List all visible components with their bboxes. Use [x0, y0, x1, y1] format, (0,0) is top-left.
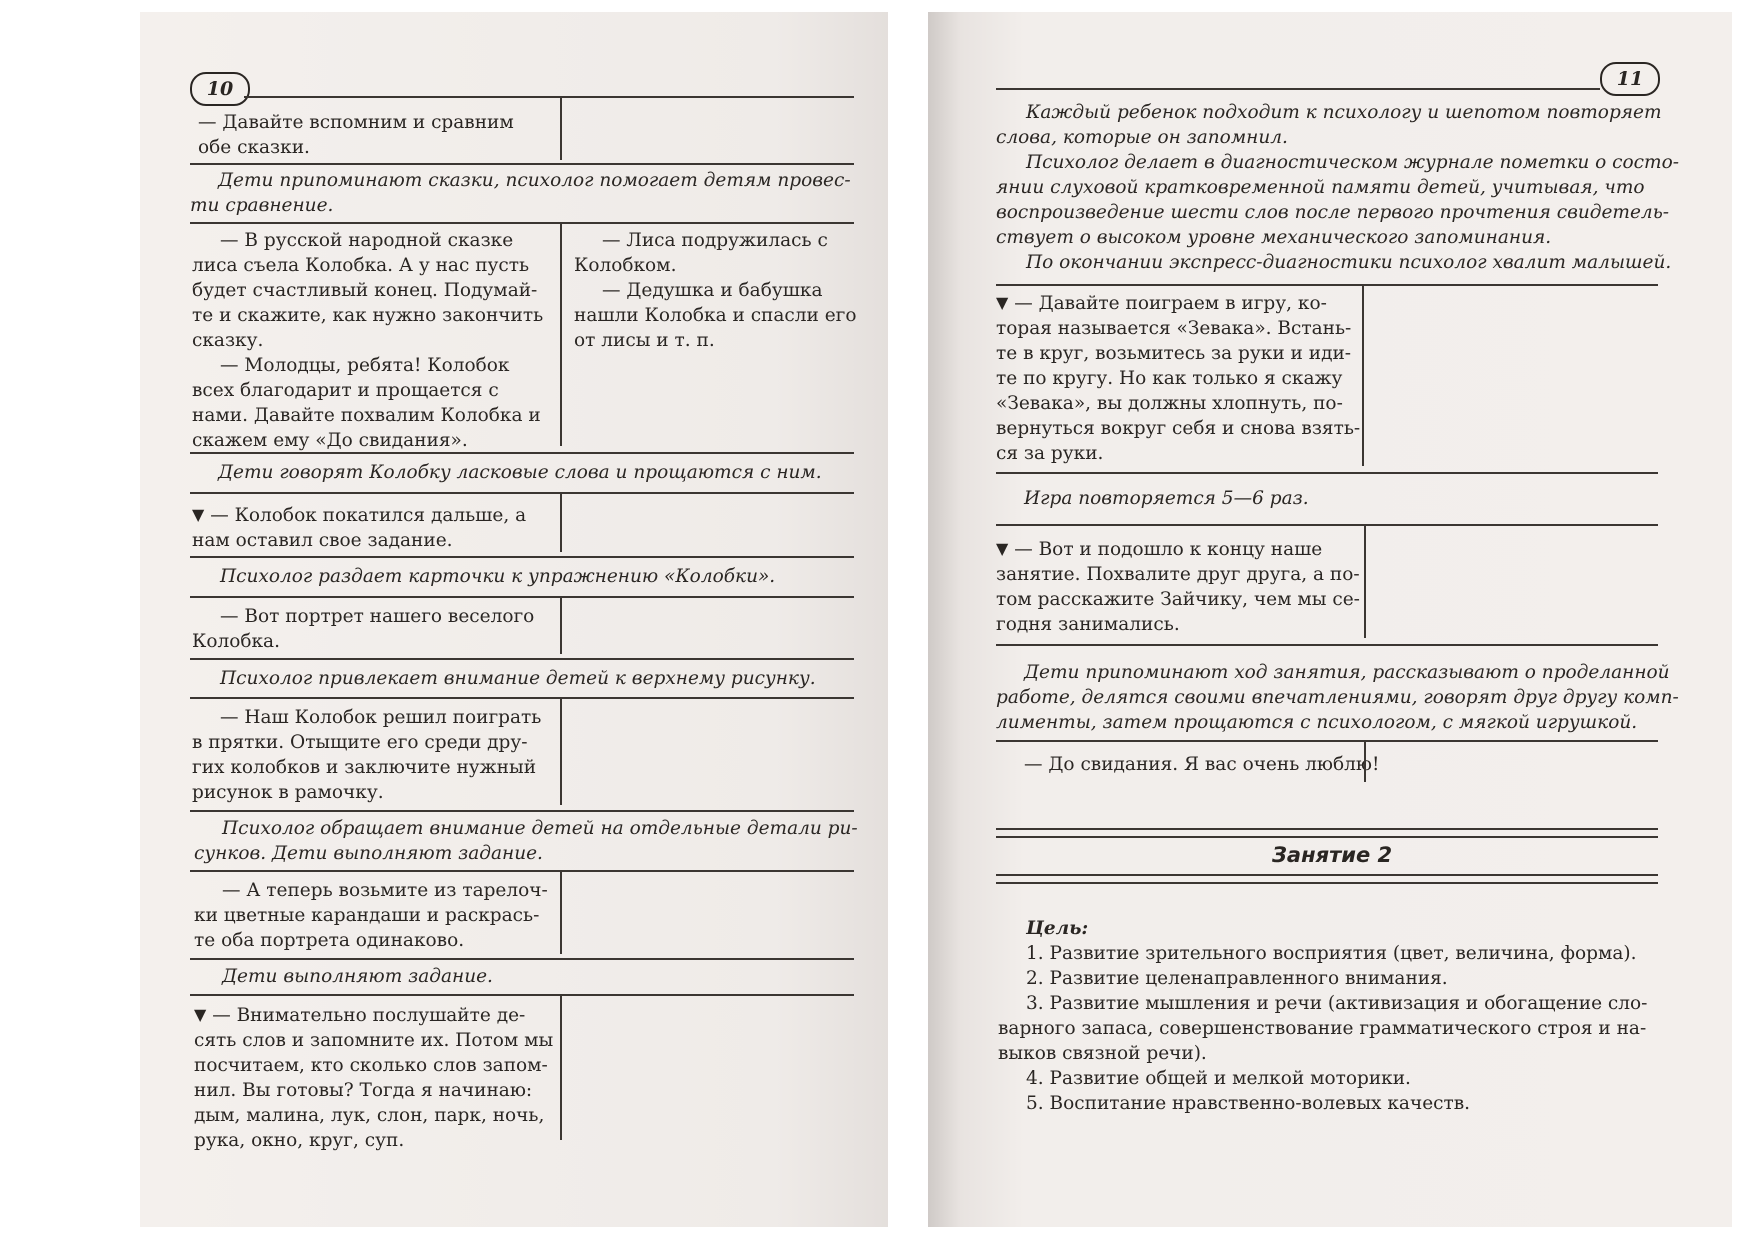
italic-note-10 — [194, 816, 858, 866]
text-line: слова, которые он запомнил. — [996, 127, 1288, 148]
column-divider — [560, 494, 562, 552]
text-line: обе сказки. — [198, 137, 310, 158]
rule — [996, 472, 1658, 474]
column-divider — [560, 699, 562, 805]
text-line: ствует о высоком уровне механического запоминания. — [996, 227, 1552, 248]
column-divider — [560, 872, 562, 954]
text-block-r4 — [996, 536, 1360, 637]
text-line: годня занимались. — [996, 614, 1180, 635]
goal-item: варного запаса, совершенствование грамматического строя и на- — [998, 1018, 1647, 1039]
text-line: «Зевака», вы должны хлопнуть, по- — [996, 393, 1343, 414]
triangle-marker-icon: ▼ — [996, 293, 1009, 312]
rule — [190, 958, 854, 960]
rule — [190, 163, 854, 165]
text-line: Колобком. — [574, 255, 677, 276]
text-line: в прятки. Отыщите его среди дру- — [192, 732, 528, 753]
text-line: те оба портрета одинаково. — [194, 930, 465, 951]
text-line: — Лиса подружилась с — [602, 230, 828, 251]
text-line: — До свидания. Я вас очень люблю! — [1024, 754, 1380, 775]
text-line: По окончании экспресс-диагностики психолог хвалит малышей. — [1026, 252, 1672, 273]
rule — [996, 828, 1658, 830]
text-line: те по кругу. Но как только я скажу — [996, 368, 1343, 389]
text-line: — Вот портрет нашего веселого — [220, 606, 535, 627]
column-divider — [560, 996, 562, 1140]
rule — [996, 882, 1658, 884]
rule — [996, 644, 1658, 646]
text-line: вернуться вокруг себя и снова взять- — [996, 418, 1361, 439]
text-line: лиса съела Колобка. А у нас пусть — [192, 255, 530, 276]
rule — [190, 810, 854, 812]
text-block-9 — [192, 705, 541, 805]
text-line: янии слуховой кратковременной памяти детей, учитывая, что — [996, 177, 1645, 198]
italic-note-4 — [218, 460, 822, 485]
text-line: — Давайте вспомним и сравним — [198, 112, 514, 133]
text-line: ки цветные карандаши и раскрась- — [194, 905, 540, 926]
column-divider — [1364, 526, 1366, 638]
rule — [190, 596, 854, 598]
text-line: будет счастливый конец. Подумай- — [192, 280, 538, 301]
text-line: от лисы и т. п. — [574, 330, 715, 351]
column-divider — [560, 224, 562, 446]
rule — [190, 556, 854, 558]
text-line: те и скажите, как нужно закончить — [192, 305, 544, 326]
text-line: Игра повторяется 5—6 раз. — [1024, 488, 1309, 509]
text-line: — В русской народной сказке — [220, 230, 514, 251]
rule — [190, 492, 854, 494]
rule — [244, 96, 854, 98]
column-divider — [560, 598, 562, 654]
text-line: нил. Вы готовы? Тогда я начинаю: — [194, 1080, 533, 1101]
text-line: том расскажите Зайчику, чем мы се- — [996, 589, 1360, 610]
text-line: — Внимательно послушайте де- — [212, 1005, 526, 1026]
column-divider — [560, 98, 562, 160]
text-line: Дети припоминают ход занятия, рассказывают о проделанной — [1024, 662, 1670, 683]
rule — [190, 870, 854, 872]
text-line: лименты, затем прощаются с психологом, с мягкой игрушкой. — [996, 712, 1638, 733]
text-line: посчитаем, кто сколько слов запом- — [194, 1055, 548, 1076]
goal-label: Цель: — [1026, 918, 1089, 939]
goal-item: выков связной речи). — [998, 1043, 1207, 1064]
rule — [190, 452, 854, 454]
triangle-marker-icon: ▼ — [192, 505, 205, 524]
text-line: Дети выполняют задание. — [222, 966, 493, 987]
text-block-r6 — [1024, 752, 1379, 777]
text-block-3-left — [192, 228, 543, 453]
text-line: сунков. Дети выполняют задание. — [194, 843, 543, 864]
text-line: нами. Давайте похвалим Колобка и — [192, 405, 541, 426]
text-line: сказку. — [192, 330, 264, 351]
page-number-right: 11 — [1600, 62, 1660, 96]
text-block-5 — [192, 502, 526, 553]
text-line: Психолог делает в диагностическом журнале пометки о состо- — [1026, 152, 1679, 173]
text-line: Психолог обращает внимание детей на отдельные детали ри- — [222, 818, 858, 839]
goals-block — [998, 916, 1648, 1116]
spine-gap — [888, 12, 928, 1227]
text-line: торая называется «Зевака». Встань- — [996, 318, 1352, 339]
text-line: ся за руки. — [996, 443, 1104, 464]
text-line: — А теперь возьмите из тарелоч- — [222, 880, 548, 901]
rule — [190, 994, 854, 996]
text-line: гих колобков и заключите нужный — [192, 757, 537, 778]
text-line: те в круг, возьмитесь за руки и иди- — [996, 343, 1352, 364]
rule — [996, 836, 1658, 838]
goal-item: 3. Развитие мышления и речи (активизация и обогащение сло- — [1026, 993, 1648, 1014]
text-line: рука, окно, круг, суп. — [194, 1130, 405, 1151]
text-line: ти сравнение. — [190, 195, 334, 216]
italic-note-2 — [190, 168, 851, 218]
text-line: Психолог раздает карточки к упражнению «Колобки». — [220, 566, 776, 587]
text-line: скажем ему «До свидания». — [192, 430, 468, 451]
text-line: — Вот и подошло к концу наше — [1014, 539, 1323, 560]
triangle-marker-icon: ▼ — [194, 1005, 207, 1024]
text-block-r2 — [996, 290, 1360, 466]
text-line: рисунок в рамочку. — [192, 782, 384, 803]
text-block-1 — [198, 110, 514, 160]
text-line: Колобка. — [192, 631, 280, 652]
rule — [996, 524, 1658, 526]
rule — [996, 740, 1658, 742]
text-line: дым, малина, лук, слон, парк, ночь, — [194, 1105, 545, 1126]
text-line: — Наш Колобок решил поиграть — [220, 707, 542, 728]
italic-note-r3 — [1024, 486, 1309, 511]
rule — [996, 88, 1600, 90]
text-line: — Давайте поиграем в игру, ко- — [1014, 293, 1327, 314]
goal-item: 1. Развитие зрительного восприятия (цвет, величина, форма). — [1026, 943, 1637, 964]
text-line: Дети говорят Колобку ласковые слова и прощаются с ним. — [218, 462, 822, 483]
rule — [190, 697, 854, 699]
text-line: нашли Колобка и спасли его — [574, 305, 857, 326]
goal-item: 5. Воспитание нравственно-волевых качеств. — [1026, 1093, 1471, 1114]
text-line: — Дедушка и бабушка — [602, 280, 823, 301]
text-line: всех благодарит и прощается с — [192, 380, 499, 401]
text-line: — Колобок покатился дальше, а — [210, 505, 527, 526]
goal-item: 4. Развитие общей и мелкой моторики. — [1026, 1068, 1411, 1089]
text-block-3-right — [574, 228, 857, 353]
text-line: воспроизведение шести слов после первого прочтения свидетель- — [996, 202, 1670, 223]
text-block-11 — [194, 878, 548, 953]
text-line: — Молодцы, ребята! Колобок — [220, 355, 510, 376]
text-line: Каждый ребенок подходит к психологу и шепотом повторяет — [1026, 102, 1662, 123]
text-line: занятие. Похвалите друг друга, а по- — [996, 564, 1360, 585]
triangle-marker-icon: ▼ — [996, 539, 1009, 558]
rule — [996, 874, 1658, 876]
goal-item: 2. Развитие целенаправленного внимания. — [1026, 968, 1448, 989]
column-divider — [1364, 742, 1366, 782]
text-line: Дети припоминают сказки, психолог помогает детям провес- — [218, 170, 851, 191]
page-number-left: 10 — [190, 72, 250, 106]
column-divider — [1362, 286, 1364, 466]
text-line: Психолог привлекает внимание детей к верхнему рисунку. — [220, 668, 816, 689]
italic-note-8 — [220, 666, 816, 691]
italic-note-r1 — [996, 100, 1679, 275]
rule — [996, 284, 1658, 286]
text-block-7 — [192, 604, 534, 654]
text-line: нам оставил свое задание. — [192, 530, 453, 551]
section-heading: Занятие 2 — [1272, 843, 1393, 867]
italic-note-12 — [222, 964, 493, 989]
rule — [190, 222, 854, 224]
text-line: работе, делятся своими впечатлениями, говорят друг другу комп- — [996, 687, 1679, 708]
rule — [190, 658, 854, 660]
italic-note-6 — [220, 564, 775, 589]
text-block-13 — [194, 1002, 553, 1153]
text-line: сять слов и запомните их. Потом мы — [194, 1030, 554, 1051]
italic-note-r5 — [996, 660, 1679, 735]
